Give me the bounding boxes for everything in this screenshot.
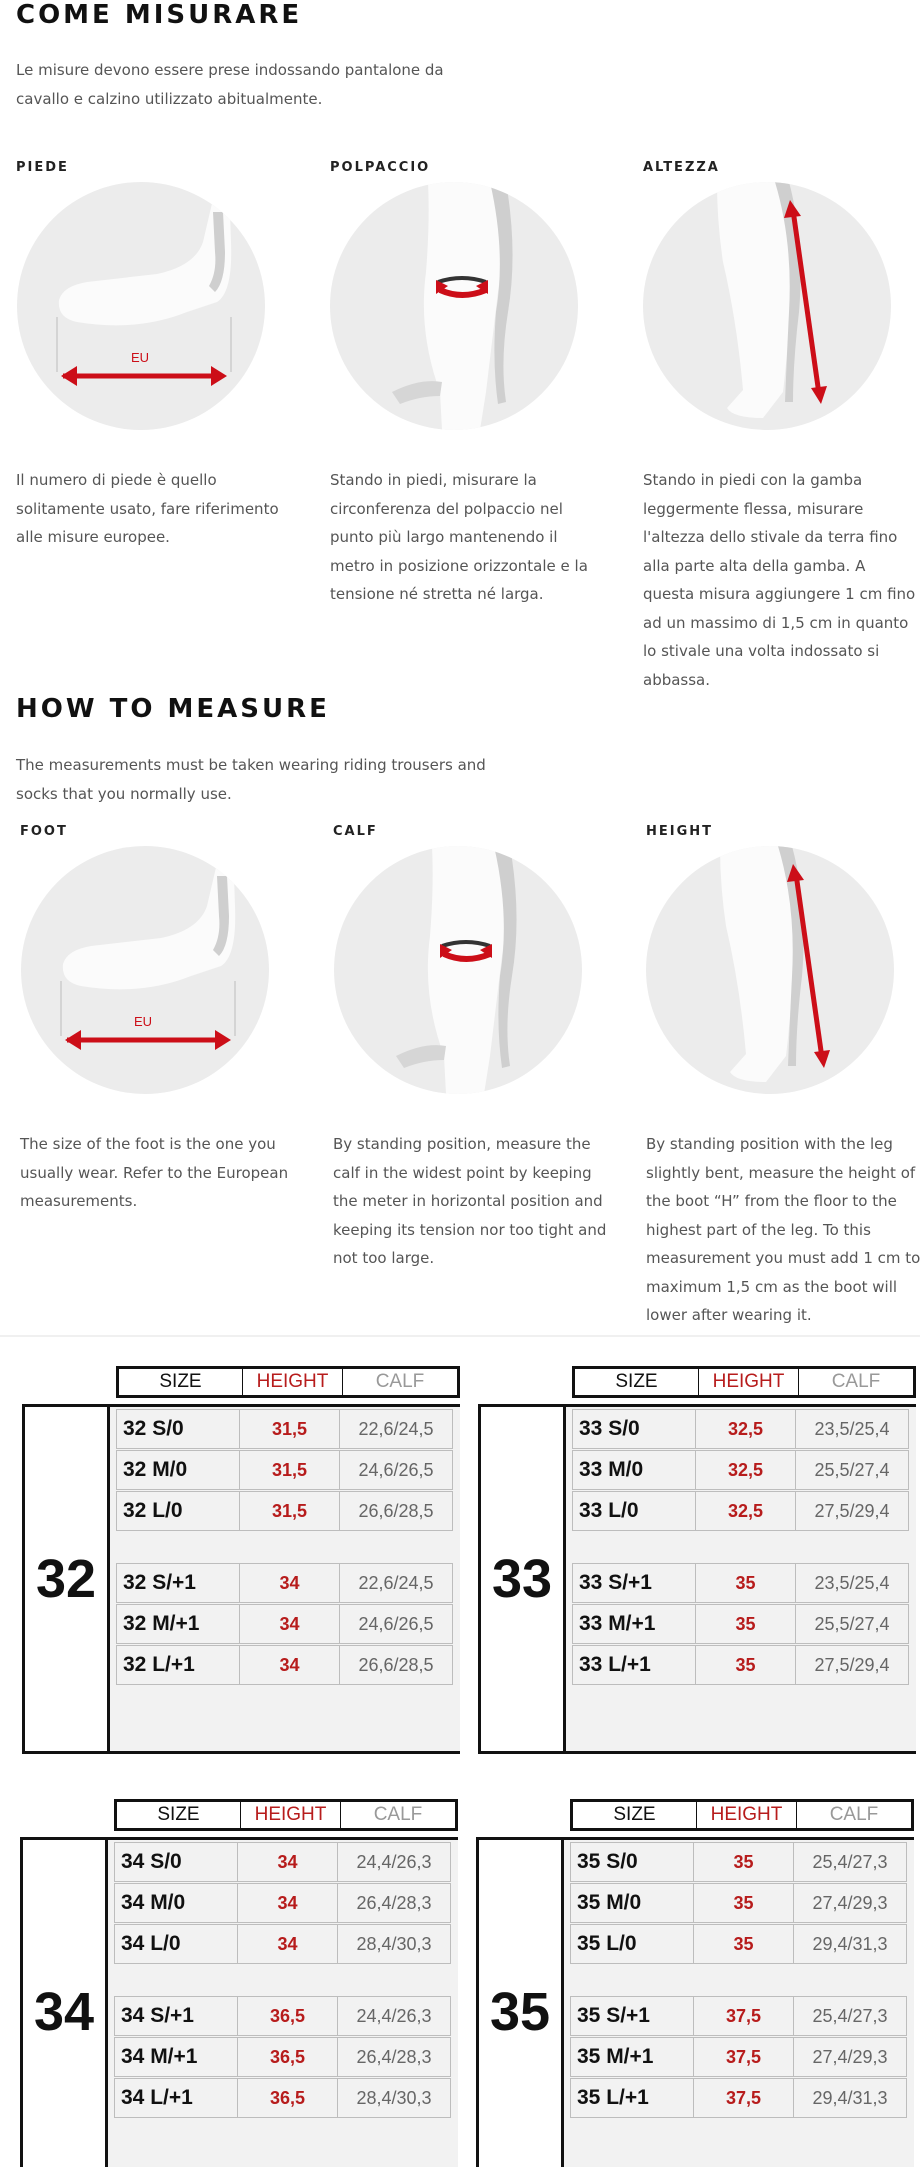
cell-height: 34 xyxy=(239,1563,340,1603)
intro-en: The measurements must be taken wearing riding trousers and socks that you normally use. xyxy=(16,756,486,803)
table-row xyxy=(114,1842,450,1882)
section-divider xyxy=(0,1335,920,1337)
header-size: SIZE xyxy=(575,1369,699,1395)
cell-height: 36,5 xyxy=(237,1996,338,2036)
cell-calf: 28,4/30,3 xyxy=(337,1924,451,1964)
cell-size: 32 M/0 xyxy=(116,1450,240,1490)
cell-height: 34 xyxy=(239,1645,340,1685)
table-row xyxy=(114,1883,450,1923)
cell-height: 31,5 xyxy=(239,1450,340,1490)
cell-height: 35 xyxy=(693,1883,794,1923)
table-row xyxy=(570,1842,906,1882)
cell-calf: 26,6/28,5 xyxy=(339,1645,453,1685)
header-calf: CALF xyxy=(831,1371,881,1392)
header-size: SIZE xyxy=(119,1369,243,1395)
desc-foot-it: Il numero di piede è quello solitamente usato, fare riferimento alle misure europee. xyxy=(16,471,279,546)
cell-height: 37,5 xyxy=(693,1996,794,2036)
cell-calf: 24,4/26,3 xyxy=(337,1996,451,2036)
calf-illustration xyxy=(330,182,578,430)
cell-calf: 26,4/28,3 xyxy=(337,2037,451,2077)
cell-height: 35 xyxy=(695,1563,796,1603)
foot-illustration xyxy=(17,182,265,430)
cell-calf: 29,4/31,3 xyxy=(793,1924,907,1964)
cell-calf: 24,6/26,5 xyxy=(339,1604,453,1644)
cell-calf: 27,5/29,4 xyxy=(795,1645,909,1685)
col-head-calf-it: POLPACCIO xyxy=(330,160,431,175)
cell-calf: 22,6/24,5 xyxy=(339,1563,453,1603)
col-head-height-it: ALTEZZA xyxy=(643,160,720,175)
table-row xyxy=(572,1604,908,1644)
cell-size: 34 S/+1 xyxy=(114,1996,238,2036)
table-row xyxy=(116,1645,452,1685)
cell-size: 34 M/+1 xyxy=(114,2037,238,2077)
table-header xyxy=(116,1366,460,1398)
cell-height: 32,5 xyxy=(695,1450,796,1490)
cell-height: 32,5 xyxy=(695,1491,796,1531)
table-header xyxy=(572,1366,916,1398)
col-head-calf-en: CALF xyxy=(333,824,378,839)
cell-size: 35 L/0 xyxy=(570,1924,694,1964)
table-header xyxy=(570,1799,914,1831)
table-row xyxy=(116,1409,452,1449)
table-row xyxy=(570,2078,906,2118)
desc-height-it: Stando in piedi con la gamba leggermente flessa, misurare l'altezza dello stivale da terra fino alla parte alta della gamba. A questa misura aggiungere 1 cm fino ad un massimo di 1,5 cm in quanto lo stivale una volta indossato si abbassa. xyxy=(643,471,916,689)
cell-size: 32 S/0 xyxy=(116,1409,240,1449)
page-title-it: COME MISURARE xyxy=(16,0,303,30)
cell-calf: 29,4/31,3 xyxy=(793,2078,907,2118)
cell-height: 34 xyxy=(237,1924,338,1964)
cell-height: 31,5 xyxy=(239,1409,340,1449)
cell-height: 34 xyxy=(239,1604,340,1644)
eu-label: EU xyxy=(131,350,150,365)
table-row xyxy=(114,2078,450,2118)
cell-size: 33 M/0 xyxy=(572,1450,696,1490)
cell-height: 35 xyxy=(693,1924,794,1964)
cell-calf: 23,5/25,4 xyxy=(795,1409,909,1449)
desc-calf-it: Stando in piedi, misurare la circonferenza del polpaccio nel punto più largo mantenendo il metro in posizione orizzontale e la tensione né stretta né larga. xyxy=(330,471,588,603)
calf-illustration xyxy=(334,846,582,1094)
cell-size: 35 S/0 xyxy=(570,1842,694,1882)
page-title-en: HOW TO MEASURE xyxy=(16,694,330,724)
cell-size: 34 L/+1 xyxy=(114,2078,238,2118)
header-calf: CALF xyxy=(375,1371,425,1392)
header-height: HEIGHT xyxy=(697,1802,797,1828)
cell-calf: 23,5/25,4 xyxy=(795,1563,909,1603)
cell-calf: 25,4/27,3 xyxy=(793,1842,907,1882)
table-row xyxy=(116,1604,452,1644)
cell-calf: 25,4/27,3 xyxy=(793,1996,907,2036)
size-number: 35 xyxy=(476,1837,564,2167)
table-row xyxy=(572,1409,908,1449)
cell-height: 31,5 xyxy=(239,1491,340,1531)
table-row xyxy=(570,1996,906,2036)
col-head-height-en: HEIGHT xyxy=(646,824,714,839)
cell-calf: 22,6/24,5 xyxy=(339,1409,453,1449)
cell-calf: 27,4/29,3 xyxy=(793,2037,907,2077)
desc-foot-en: The size of the foot is the one you usually wear. Refer to the European measurements. xyxy=(20,1135,289,1210)
cell-size: 34 M/0 xyxy=(114,1883,238,1923)
cell-calf: 25,5/27,4 xyxy=(795,1604,909,1644)
cell-calf: 28,4/30,3 xyxy=(337,2078,451,2118)
eu-label: EU xyxy=(134,1014,153,1029)
cell-height: 35 xyxy=(695,1604,796,1644)
header-height: HEIGHT xyxy=(243,1369,343,1395)
cell-height: 37,5 xyxy=(693,2037,794,2077)
desc-height-en: By standing position with the leg slightly bent, measure the height of the boot “H” from the floor to the highest part of the leg. To this measurement you must add 1 cm to maximum 1,5 cm as the boot will lower after wearing it. xyxy=(646,1135,920,1324)
table-header xyxy=(114,1799,458,1831)
cell-calf: 27,4/29,3 xyxy=(793,1883,907,1923)
cell-size: 33 S/0 xyxy=(572,1409,696,1449)
header-calf: CALF xyxy=(373,1804,423,1825)
size-number: 34 xyxy=(20,1837,108,2167)
cell-calf: 25,5/27,4 xyxy=(795,1450,909,1490)
table-row xyxy=(114,1996,450,2036)
cell-size: 35 M/+1 xyxy=(570,2037,694,2077)
table-row xyxy=(570,1883,906,1923)
table-row xyxy=(116,1563,452,1603)
table-row xyxy=(116,1450,452,1490)
cell-size: 32 M/+1 xyxy=(116,1604,240,1644)
cell-size: 33 L/0 xyxy=(572,1491,696,1531)
cell-size: 33 S/+1 xyxy=(572,1563,696,1603)
size-number: 33 xyxy=(478,1404,566,1754)
col-head-foot-en: FOOT xyxy=(20,824,68,839)
cell-size: 32 L/0 xyxy=(116,1491,240,1531)
cell-height: 34 xyxy=(237,1842,338,1882)
table-row xyxy=(116,1491,452,1531)
cell-calf: 27,5/29,4 xyxy=(795,1491,909,1531)
table-row xyxy=(572,1491,908,1531)
cell-height: 35 xyxy=(695,1645,796,1685)
height-illustration xyxy=(646,846,894,1094)
cell-height: 37,5 xyxy=(693,2078,794,2118)
header-size: SIZE xyxy=(117,1802,241,1828)
size-number: 32 xyxy=(22,1404,110,1754)
table-row xyxy=(114,1924,450,1964)
cell-size: 34 S/0 xyxy=(114,1842,238,1882)
cell-height: 36,5 xyxy=(237,2037,338,2077)
col-head-foot-it: PIEDE xyxy=(16,160,69,175)
cell-size: 33 M/+1 xyxy=(572,1604,696,1644)
cell-size: 35 M/0 xyxy=(570,1883,694,1923)
cell-height: 36,5 xyxy=(237,2078,338,2118)
cell-size: 33 L/+1 xyxy=(572,1645,696,1685)
cell-height: 34 xyxy=(237,1883,338,1923)
cell-calf: 26,6/28,5 xyxy=(339,1491,453,1531)
table-row xyxy=(570,1924,906,1964)
cell-calf: 26,4/28,3 xyxy=(337,1883,451,1923)
header-size: SIZE xyxy=(573,1802,697,1828)
desc-calf-en: By standing position, measure the calf in the widest point by keeping the meter in horizontal position and keeping its tension nor too tight and not too large. xyxy=(333,1135,607,1267)
height-illustration xyxy=(643,182,891,430)
cell-calf: 24,6/26,5 xyxy=(339,1450,453,1490)
cell-size: 34 L/0 xyxy=(114,1924,238,1964)
cell-height: 35 xyxy=(693,1842,794,1882)
header-calf: CALF xyxy=(829,1804,879,1825)
cell-calf: 24,4/26,3 xyxy=(337,1842,451,1882)
cell-height: 32,5 xyxy=(695,1409,796,1449)
table-row xyxy=(114,2037,450,2077)
cell-size: 35 L/+1 xyxy=(570,2078,694,2118)
header-height: HEIGHT xyxy=(241,1802,341,1828)
table-row xyxy=(572,1645,908,1685)
table-row xyxy=(570,2037,906,2077)
header-height: HEIGHT xyxy=(699,1369,799,1395)
cell-size: 32 S/+1 xyxy=(116,1563,240,1603)
foot-illustration xyxy=(21,846,269,1094)
table-row xyxy=(572,1450,908,1490)
intro-it: Le misure devono essere prese indossando pantalone da cavallo e calzino utilizzato abitualmente. xyxy=(16,61,444,108)
cell-size: 35 S/+1 xyxy=(570,1996,694,2036)
table-row xyxy=(572,1563,908,1603)
cell-size: 32 L/+1 xyxy=(116,1645,240,1685)
